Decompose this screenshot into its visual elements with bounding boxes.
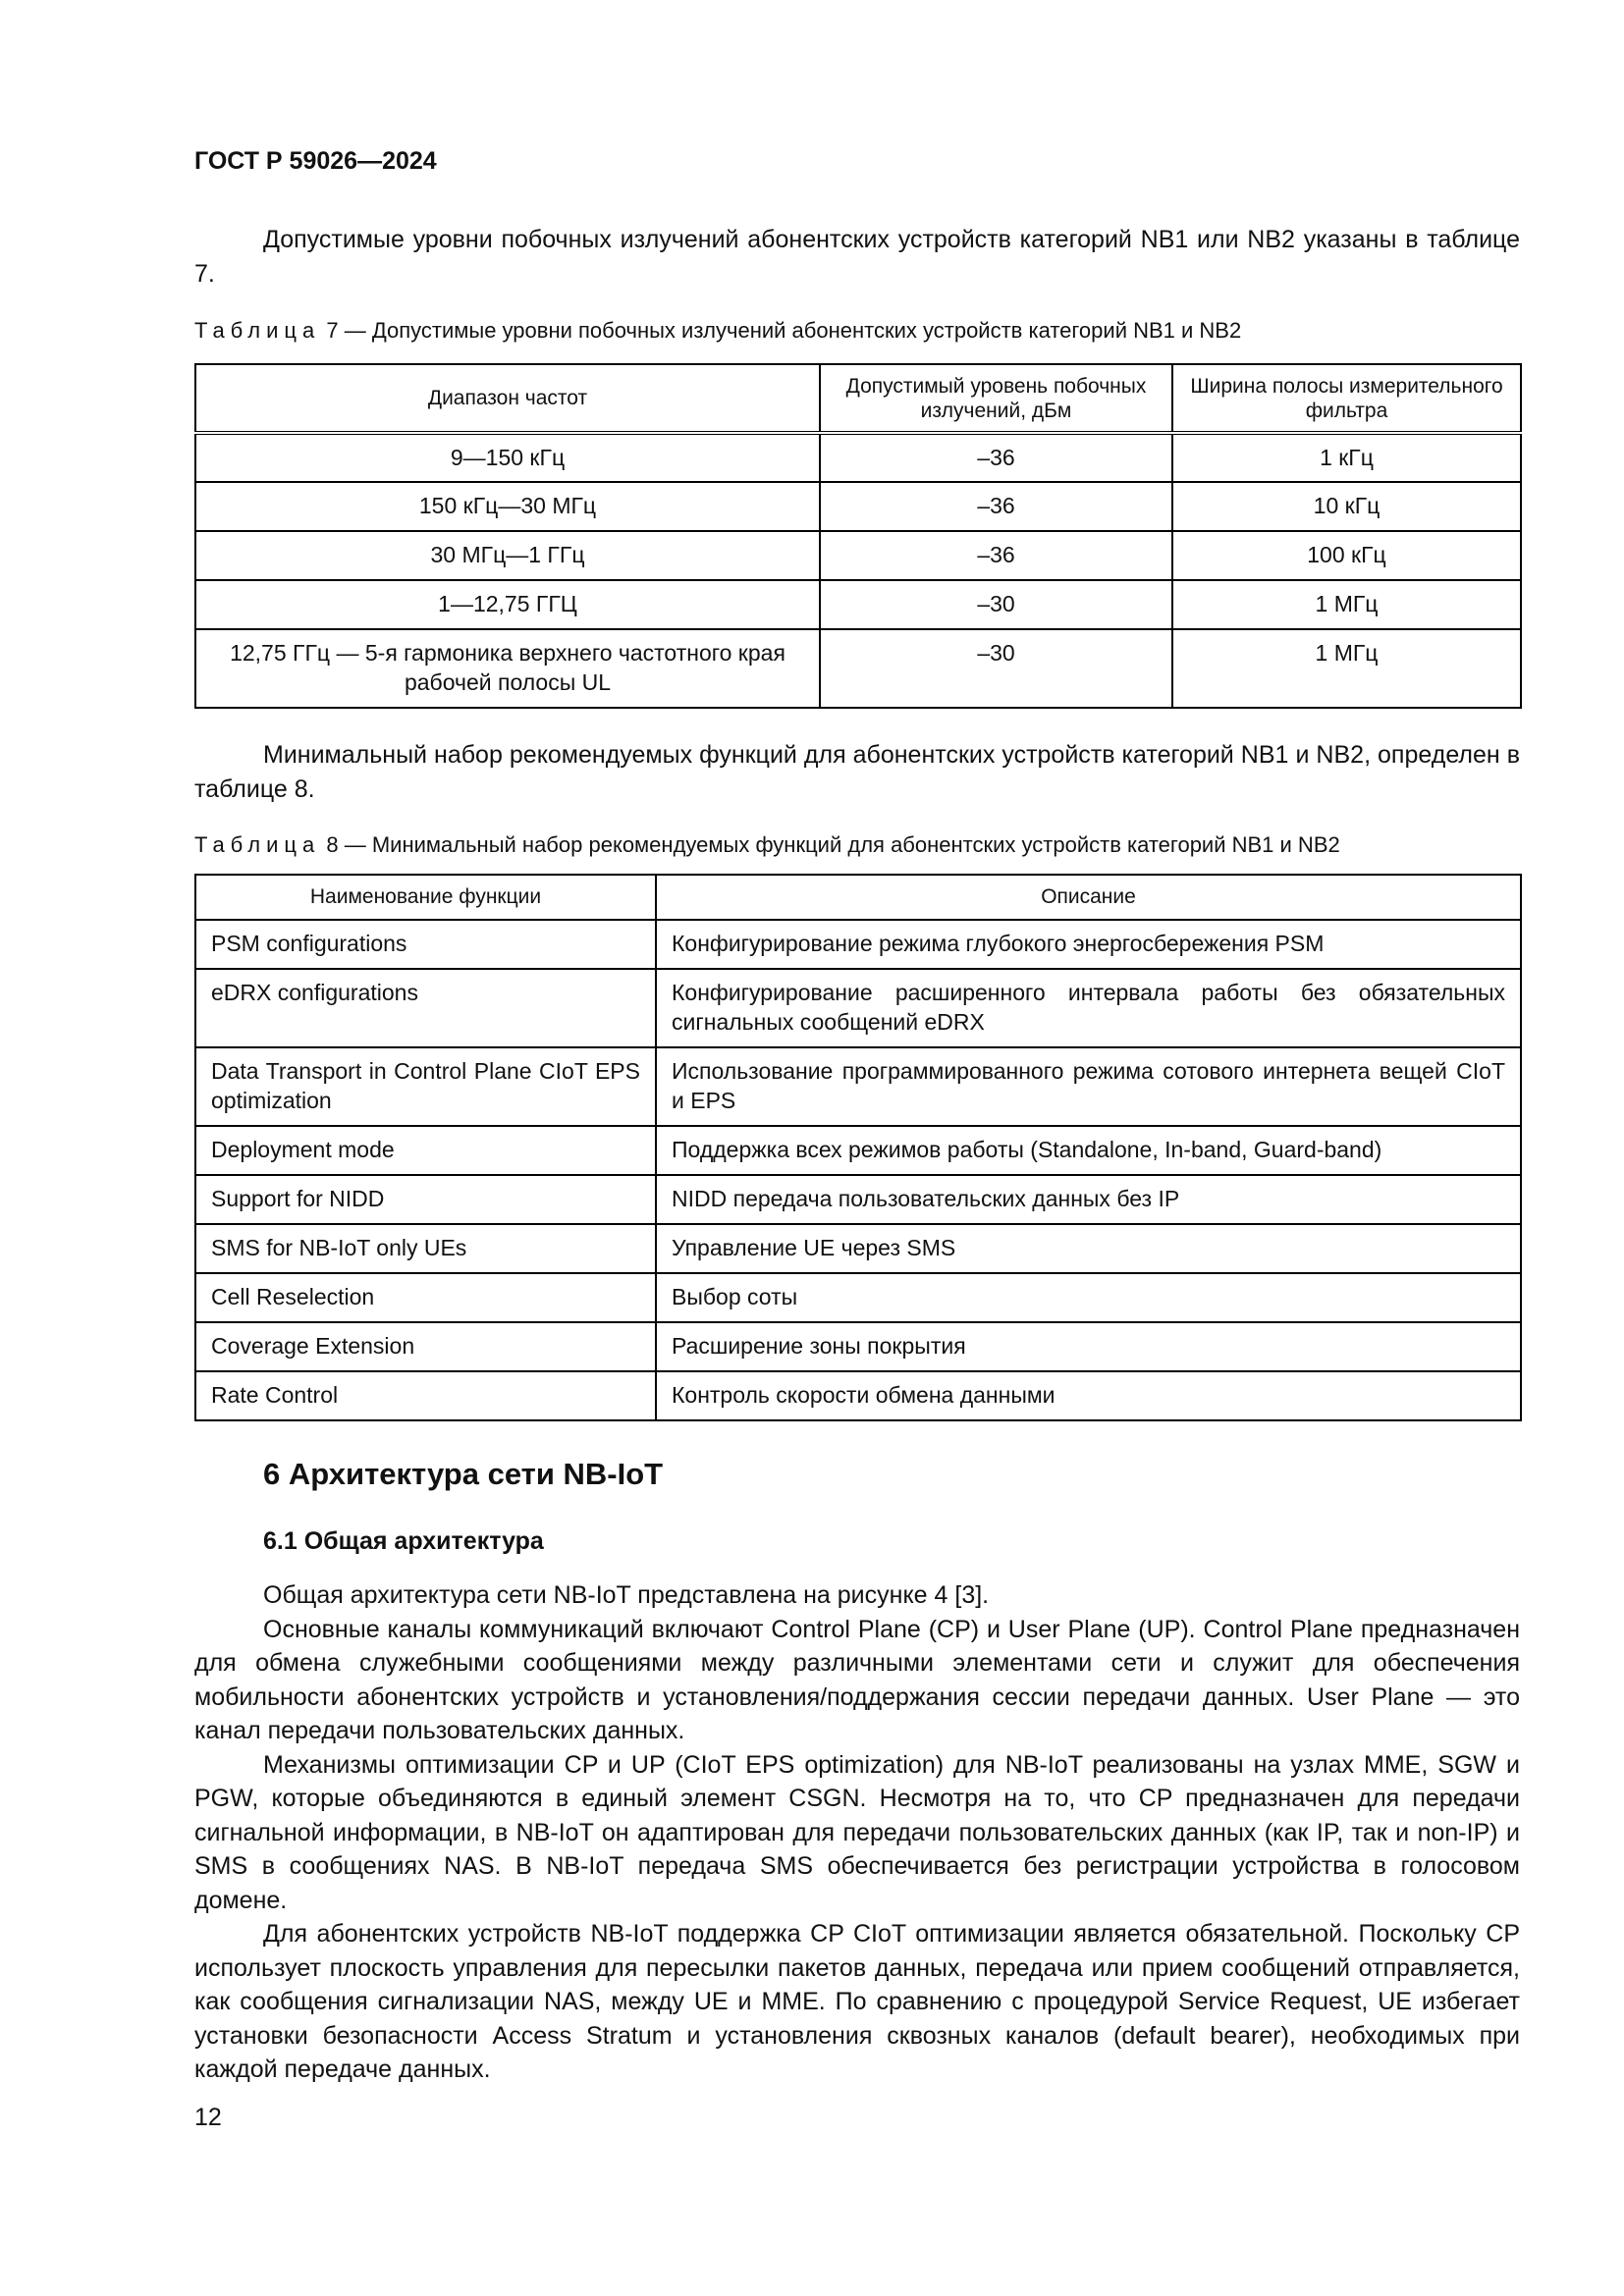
- table-row: [195, 1047, 1521, 1126]
- table-cell: 12,75 ГГц — 5-я гармоника верхнего частотного края рабочей полосы UL: [195, 629, 820, 708]
- table-cell: Конфигурирование режима глубокого энергосбережения PSM: [656, 920, 1521, 969]
- table-cell: –30: [820, 580, 1172, 629]
- subsection-heading: 6.1 Общая архитектура: [263, 1527, 544, 1555]
- paragraph: Для абонентских устройств NB-IoT поддержка CP CIoT оптимизации является обязательной. Поскольку CP использует плоскость управления для пересылки пакетов данных, передача или прием сообщений отправляется, как сообщения сигнализации NAS, между UE и MME. По сравнению с процедурой Service Request, UE избегает установки безопасности Access Stratum и установления сквозных каналов (default bearer), необходимых при каждой передаче данных.: [194, 1920, 1520, 2083]
- table7-header-row: [195, 364, 1521, 433]
- table7-caption-text: 7 — Допустимые уровни побочных излучений абонентских устройств категорий NB1 и NB2: [320, 318, 1242, 343]
- table-cell: Coverage Extension: [195, 1322, 656, 1371]
- table-cell: PSM configurations: [195, 920, 656, 969]
- table-cell: Data Transport in Control Plane CIoT EPS optimization: [195, 1047, 656, 1126]
- table-cell: SMS for NB-IoT only UEs: [195, 1224, 656, 1273]
- table-row: [195, 629, 1521, 708]
- table-row: [195, 1273, 1521, 1322]
- table-cell: Поддержка всех режимов работы (Standalone, In-band, Guard-band): [656, 1126, 1521, 1175]
- table8-caption: [194, 832, 1340, 858]
- table8-caption-prefix: Таблица: [194, 832, 321, 857]
- table-cell: 1 кГц: [1172, 433, 1521, 482]
- paragraph: Механизмы оптимизации CP и UP (CIoT EPS optimization) для NB-IoT реализованы на узлах MME, SGW и PGW, которые объединяются в единый элемент CSGN. Несмотря на то, что CP предназначен для передачи сигнальной информации, в NB-IoT он адаптирован для передачи пользовательских данных (как IP, так и non-IP) и SMS в сообщениях NAS. В NB-IoT передача SMS обеспечивается без регистрации устройства в голосовом домене.: [194, 1750, 1520, 1914]
- table-cell: 1 МГц: [1172, 580, 1521, 629]
- paragraph: Основные каналы коммуникаций включают Control Plane (CP) и User Plane (UP). Control Plane предназначен для обмена служебными сообщениями между различными элементами сети и служит для обеспечения мобильности абонентских устройств и установления/поддержания сессии передачи данных. User Plane — это канал передачи пользовательских данных.: [194, 1615, 1520, 1744]
- table-row: [195, 531, 1521, 580]
- table-row: [195, 433, 1521, 482]
- intro-table7: [194, 223, 1520, 291]
- table7-header-cell: Диапазон частот: [195, 364, 820, 433]
- table-cell: –36: [820, 531, 1172, 580]
- table-row: [195, 580, 1521, 629]
- table-cell: Использование программированного режима сотового интернета вещей CIoT и EPS: [656, 1047, 1521, 1126]
- table8-header-cell: Описание: [656, 875, 1521, 920]
- table-cell: 1—12,75 ГГЦ: [195, 580, 820, 629]
- table-cell: Support for NIDD: [195, 1175, 656, 1224]
- page-number: 12: [194, 2104, 222, 2131]
- paragraph: Общая архитектура сети NB-IoT представлена на рисунке 4 [3].: [263, 1581, 990, 1609]
- table-cell: Контроль скорости обмена данными: [656, 1371, 1521, 1420]
- table-cell: 150 кГц—30 МГц: [195, 482, 820, 531]
- table-cell: 1 МГц: [1172, 629, 1521, 708]
- table-cell: Конфигурирование расширенного интервала работы без обязательных сигнальных сообщений eDRX: [656, 969, 1521, 1047]
- table7-header-cell: Допустимый уровень побочных излучений, дБм: [820, 364, 1172, 433]
- table-cell: Выбор соты: [656, 1273, 1521, 1322]
- table-row: [195, 1371, 1521, 1420]
- table-cell: 10 кГц: [1172, 482, 1521, 531]
- table7: [194, 363, 1522, 709]
- table-cell: Cell Reselection: [195, 1273, 656, 1322]
- table7-header-cell: Ширина полосы измерительного фильтра: [1172, 364, 1521, 433]
- table-cell: Управление UE через SMS: [656, 1224, 1521, 1273]
- paragraph: Минимальный набор рекомендуемых функций для абонентских устройств категорий NB1 и NB2, определен в таблице 8.: [194, 741, 1520, 803]
- table8-caption-text: 8 — Минимальный набор рекомендуемых функций для абонентских устройств категорий NB1 и NB2: [320, 832, 1340, 857]
- table-row: [195, 1126, 1521, 1175]
- table8: [194, 874, 1522, 1421]
- table-row: [195, 1322, 1521, 1371]
- table7-caption-prefix: Таблица: [194, 318, 321, 343]
- table-cell: –36: [820, 433, 1172, 482]
- intro-table8: [194, 738, 1520, 806]
- table-cell: Deployment mode: [195, 1126, 656, 1175]
- table-cell: Rate Control: [195, 1371, 656, 1420]
- table-cell: Расширение зоны покрытия: [656, 1322, 1521, 1371]
- section-body: [194, 1578, 1520, 2087]
- section-heading: 6 Архитектура сети NB-IoT: [263, 1457, 664, 1491]
- table-cell: eDRX configurations: [195, 969, 656, 1047]
- table7-caption: [194, 318, 1241, 344]
- table-row: [195, 920, 1521, 969]
- table-cell: 100 кГц: [1172, 531, 1521, 580]
- table-row: [195, 1175, 1521, 1224]
- table-cell: 30 МГц—1 ГГц: [195, 531, 820, 580]
- table-cell: 9—150 кГц: [195, 433, 820, 482]
- standard-code: ГОСТ Р 59026—2024: [194, 147, 437, 175]
- table-cell: NIDD передача пользовательских данных без IP: [656, 1175, 1521, 1224]
- table8-header-cell: Наименование функции: [195, 875, 656, 920]
- table-row: [195, 482, 1521, 531]
- table-row: [195, 1224, 1521, 1273]
- table-cell: –30: [820, 629, 1172, 708]
- table8-header-row: [195, 875, 1521, 920]
- paragraph: Допустимые уровни побочных излучений абонентских устройств категорий NB1 или NB2 указаны в таблице 7.: [194, 226, 1520, 288]
- table-row: [195, 969, 1521, 1047]
- table-cell: –36: [820, 482, 1172, 531]
